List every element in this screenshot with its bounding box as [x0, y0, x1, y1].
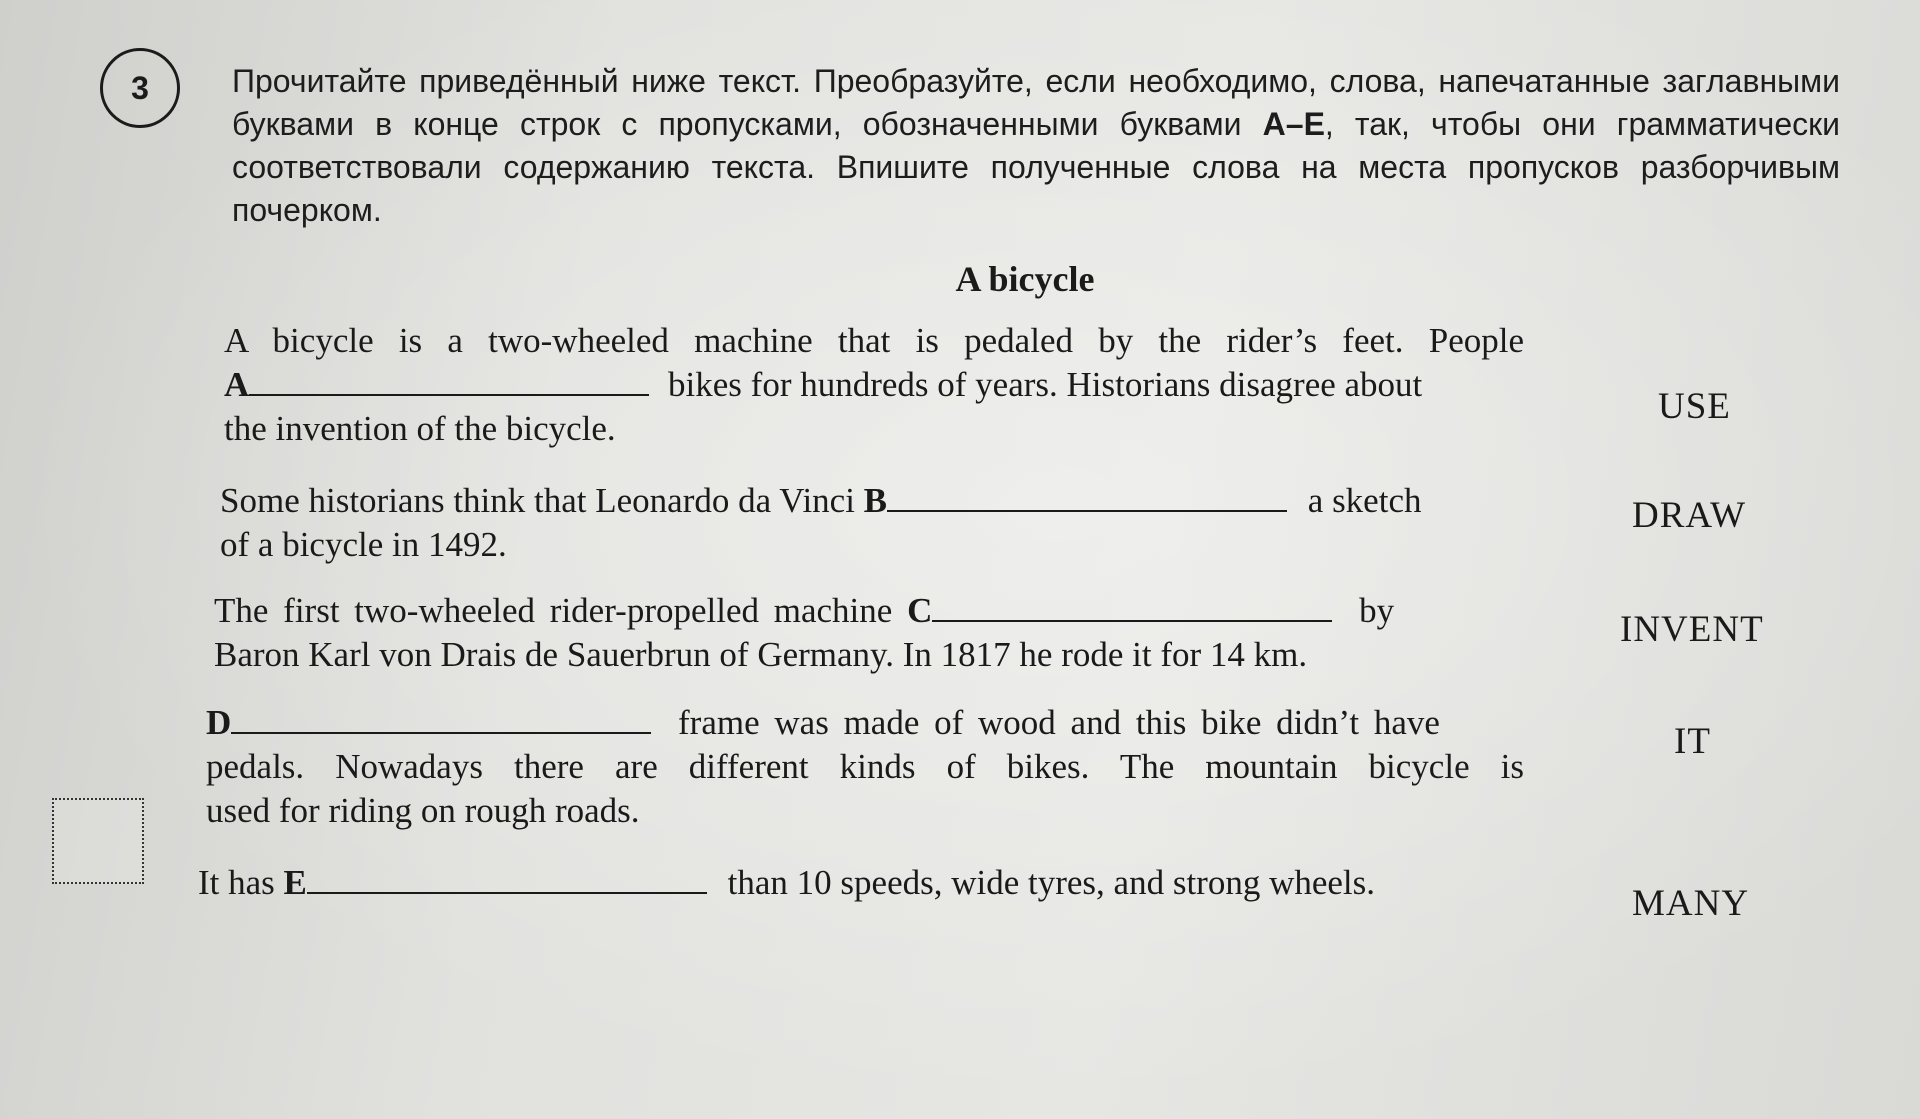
- keyword-d: IT: [1674, 721, 1711, 762]
- text-title: A bicycle: [955, 259, 1095, 299]
- paragraph-c-line2: Baron Karl von Drais de Sauerbrun of Germany. In 1817 he rode it for 14 km.: [214, 635, 1308, 674]
- gap-letter-c: C: [907, 591, 933, 630]
- keyword-b: DRAW: [1632, 495, 1747, 536]
- instruction-text-part1: Прочитайте приведённый ниже текст. Преобразуйте, если необходимо, слова, напечатанные заглавными буквами в конце строк с пропусками, обозначенными буквами: [232, 63, 1840, 142]
- instruction-text-part2: , так, чтобы они грамматически соответствовали содержанию текста. Впишите полученные слова на места пропусков разборчивым почерком.: [232, 106, 1840, 228]
- score-box[interactable]: [52, 798, 144, 884]
- task-number-circle: [100, 48, 180, 128]
- paragraph-d-line2: pedals. Nowadays there are different kinds of bikes. The mountain bicycle is: [206, 747, 1524, 786]
- task-instruction: [232, 60, 1840, 232]
- paragraph-c-after: by: [1359, 591, 1395, 630]
- answer-blank-e[interactable]: [307, 860, 707, 894]
- gap-letter-e: E: [283, 863, 307, 902]
- paragraph-e-text: It has: [198, 863, 284, 902]
- keyword-a: USE: [1658, 386, 1731, 427]
- task-number: 3: [131, 69, 149, 106]
- instruction-letters: А–Е: [1262, 106, 1325, 142]
- paragraph-d-after: frame was made of wood and this bike didn’t have: [678, 703, 1440, 742]
- paragraph-e-after: than 10 speeds, wide tyres, and strong wheels.: [727, 863, 1376, 902]
- paragraph-a-line3: the invention of the bicycle.: [224, 409, 616, 448]
- answer-blank-b[interactable]: [887, 478, 1287, 512]
- answer-blank-c[interactable]: [932, 588, 1332, 622]
- paragraph-a-line2: bikes for hundreds of years. Historians disagree about: [668, 365, 1423, 404]
- gap-letter-d: D: [206, 703, 232, 742]
- paragraph-c-text: The first two-wheeled rider-propelled machine: [214, 591, 908, 630]
- answer-blank-d[interactable]: [231, 700, 651, 734]
- paragraph-b-line2: of a bicycle in 1492.: [220, 525, 507, 564]
- keyword-e: MANY: [1632, 883, 1750, 924]
- keyword-c: INVENT: [1620, 609, 1764, 650]
- paragraph-b-after: a sketch: [1307, 481, 1422, 520]
- paragraph-a-line1: A bicycle is a two-wheeled machine that is pedaled by the rider’s feet. People: [224, 321, 1524, 360]
- paragraph-d-line3: used for riding on rough roads.: [206, 791, 640, 830]
- paragraph-b-text: Some historians think that Leonardo da Vinci: [220, 481, 864, 520]
- gap-letter-a: A: [224, 365, 250, 404]
- answer-blank-a[interactable]: [249, 362, 649, 396]
- gap-letter-b: B: [863, 481, 888, 520]
